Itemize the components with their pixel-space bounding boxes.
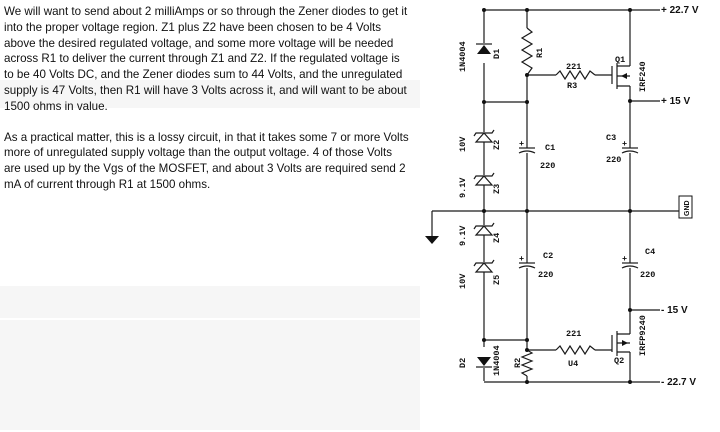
rail-label-bottom: - 22.7 V [661, 377, 697, 388]
c4-value-label: 220 [640, 270, 656, 280]
capacitor-c3 [606, 133, 638, 165]
zener-z3 [458, 173, 502, 198]
r1-ref-label: R1 [535, 47, 545, 58]
resistor-u4 [556, 329, 595, 369]
q1-part-label: IRF240 [638, 61, 648, 92]
description-paragraph-1: We will want to send about 2 milliAmps or so through the Zener diodes to get it into the proper voltage region. Z1 plus Z2 have been chosen to be 4 Volts above the desired regulated voltage, and some more voltage will be needed across R1 to deliver the current through Z1 and Z2. If the regulated voltage is to be 40 Volts DC, and the Zener diodes sum to 44 Volts, and the unregulated supply is 47 Volts, then R1 will have 3 Volts across it, and will want to be about 1500 ohms in value. [4, 5, 408, 113]
q2-part-label: IRFP9240 [638, 315, 648, 356]
d1-part-label: 1N4004 [458, 41, 468, 72]
capacitor-c2 [519, 251, 553, 280]
rail-label-pos15: + 15 V [661, 96, 691, 107]
q1-ref-label: Q1 [615, 55, 626, 65]
r3-value-label: 221 [566, 62, 582, 72]
q2-ref-label: Q2 [614, 356, 625, 366]
d1-ref-label: D1 [492, 48, 502, 59]
capacitor-c1 [519, 139, 555, 171]
c2-polarity: + [519, 254, 525, 264]
capacitor-c4 [622, 247, 655, 280]
z3-value-label: 9.1V [458, 177, 468, 198]
z5-value-label: 10V [458, 273, 468, 289]
d2-ref-label: D2 [458, 357, 468, 368]
c3-polarity: + [622, 139, 628, 149]
c1-polarity: + [519, 139, 525, 149]
description-paragraph-2: As a practical matter, this is a lossy circuit, in that it takes some 7 or more Volts more of unregulated supply voltage than the output voltage. 4 of those Volts are used up by the Vgs of the MOSFET, and about 3 Volts are required send 2 mA of current through R1 at 1500 ohms. [4, 130, 409, 191]
c1-ref-label: C1 [545, 143, 556, 153]
r2-ref-label: R2 [513, 357, 523, 368]
c3-ref-label: C3 [606, 133, 617, 143]
gnd-label: GND [684, 200, 691, 216]
diode-d1 [458, 41, 502, 72]
u4-ref-label: U4 [568, 359, 579, 369]
junction-dots [482, 8, 632, 384]
z4-value-label: 9.1V [458, 225, 468, 246]
rail-label-neg15: - 15 V [661, 305, 688, 316]
c4-ref-label: C4 [645, 247, 656, 257]
r3-ref-label: R3 [567, 81, 578, 91]
rail-label-top: + 22.7 V [661, 5, 699, 16]
mosfet-q1 [612, 55, 648, 92]
resistor-r2 [513, 350, 532, 376]
z2-value-label: 10V [458, 136, 468, 152]
diode-d2 [458, 345, 502, 376]
zener-z4 [458, 223, 502, 247]
c2-ref-label: C2 [543, 251, 554, 261]
c3-value-label: 220 [606, 155, 622, 165]
resistor-r3 [556, 62, 595, 91]
zener-z5 [458, 260, 502, 289]
z5-ref-label: Z5 [492, 274, 502, 285]
u4-value-label: 221 [566, 329, 582, 339]
zener-z2 [458, 130, 502, 155]
ground-symbol [425, 236, 439, 244]
c2-value-label: 220 [538, 270, 554, 280]
d2-part-label: 1N4004 [492, 345, 502, 376]
c4-polarity: + [622, 254, 628, 264]
z3-ref-label: Z3 [492, 183, 502, 194]
c1-value-label: 220 [540, 161, 556, 171]
z4-ref-label: Z4 [492, 232, 502, 243]
resistor-r1 [522, 28, 545, 75]
z2-ref-label: Z2 [492, 139, 502, 150]
